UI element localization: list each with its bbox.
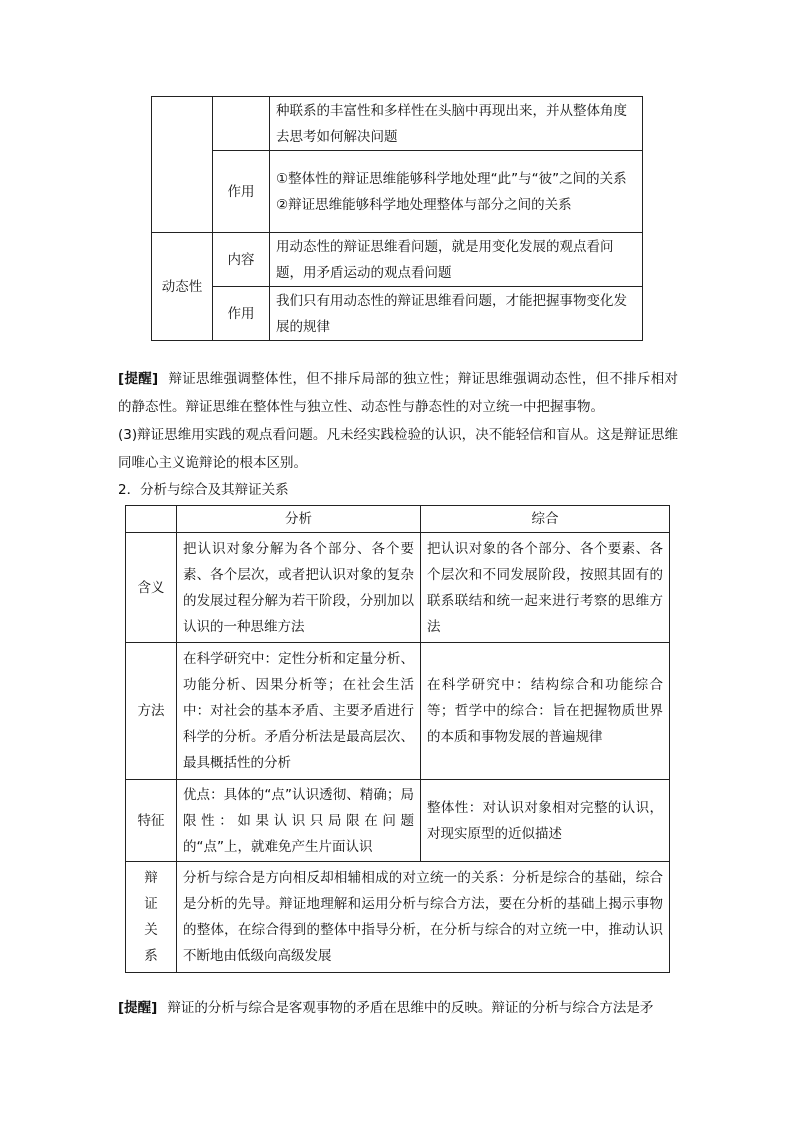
table-row — [126, 862, 670, 973]
note-text: 辩证思维强调整体性，但不排斥局部的独立性；辩证思维强调动态性，但不排斥相对的静态性。辩证思维在整体性与独立性、动态性与静态性的对立统一中把握事物。 — [118, 371, 679, 415]
point-paragraph: (3)辩证思维用实践的观点看问题。凡未经实践检验的认识，决不能轻信和盲从。这是辩证思维同唯心主义诡辩论的根本区别。 — [118, 427, 678, 471]
empty-cell — [126, 506, 177, 533]
note-tag: [提醒] — [118, 371, 159, 387]
empty-cell — [213, 97, 270, 151]
cell-synthesis: 在科学研究中：结构综合和功能综合等；哲学中的综合：旨在把握物质世界的本质和事物发展的普遍规律 — [421, 643, 670, 780]
cell-synthesis: 把认识对象的各个部分、各个要素、各个层次和不同发展阶段，按照其固有的联系联结和统一起来进行考察的思维方法 — [421, 533, 670, 643]
cell-analysis: 在科学研究中：定性分析和定量分析、功能分析、因果分析等；在社会生活中：对社会的基本矛盾、主要矛盾进行科学的分析。矛盾分析法是最高层次、最具概括性的分析 — [177, 643, 421, 780]
table-header-row — [126, 506, 670, 533]
cell-text — [270, 151, 643, 233]
cell-text: 种联系的丰富性和多样性在头脑中再现出来，并从整体角度去思考如何解决问题 — [270, 97, 643, 151]
row-label: 动态性 — [152, 233, 213, 341]
cell-analysis: 把认识对象分解为各个部分、各个要素、各个层次，或者把认识对象的复杂的发展过程分解为若干阶段，分别加以认识的一种思维方法 — [177, 533, 421, 643]
table-row — [152, 151, 643, 233]
note-paragraph — [118, 994, 678, 1022]
table-analysis-synthesis — [125, 505, 670, 973]
empty-cell — [152, 97, 213, 233]
cell-text: 我们只有用动态性的辩证思维看问题，才能把握事物变化发展的规律 — [270, 287, 643, 341]
cell-line: ②辩证思维能够科学地处理整体与部分之间的关系 — [276, 196, 572, 213]
table-row — [152, 97, 643, 151]
row-label: 辩证关系 — [126, 862, 177, 973]
table-row — [152, 233, 643, 287]
table-row — [126, 533, 670, 643]
table-row — [126, 780, 670, 862]
cell-synthesis: 整体性：对认识对象相对完整的认识，对现实原型的近似描述 — [421, 780, 670, 862]
row-label: 特征 — [126, 780, 177, 862]
row-label: 含义 — [126, 533, 177, 643]
column-header: 分析 — [177, 506, 421, 533]
cell-text: 用动态性的辩证思维看问题，就是用变化发展的观点看问题，用矛盾运动的观点看问题 — [270, 233, 643, 287]
table-dialectical-thinking — [151, 96, 643, 341]
cell-line: ①整体性的辩证思维能够科学地处理“此”与“彼”之间的关系 — [276, 170, 627, 187]
row-label: 作用 — [213, 287, 270, 341]
row-label: 作用 — [213, 151, 270, 233]
table-row — [126, 643, 670, 780]
row-label: 方法 — [126, 643, 177, 780]
note-paragraph — [118, 365, 678, 421]
cell-relation: 分析与综合是方向相反却相辅相成的对立统一的关系：分析是综合的基础，综合是分析的先导。辩证地理解和运用分析与综合方法，要在分析的基础上揭示事物的整体，在综合得到的整体中指导分析，在分析与综合的对立统一中，推动认识不断地由低级向高级发展 — [177, 862, 670, 973]
table-row — [152, 287, 643, 341]
column-header: 综合 — [421, 506, 670, 533]
row-label: 内容 — [213, 233, 270, 287]
cell-analysis: 优点：具体的“点”认识透彻、精确；局限性：如果认识只局限在问题的“点”上，就难免产生片面认识 — [177, 780, 421, 862]
note-text: 辩证的分析与综合是客观事物的矛盾在思维中的反映。辩证的分析与综合方法是矛 — [167, 1000, 654, 1016]
section-title: 2．分析与综合及其辩证关系 — [118, 482, 289, 498]
note-tag: [提醒] — [118, 1000, 158, 1016]
